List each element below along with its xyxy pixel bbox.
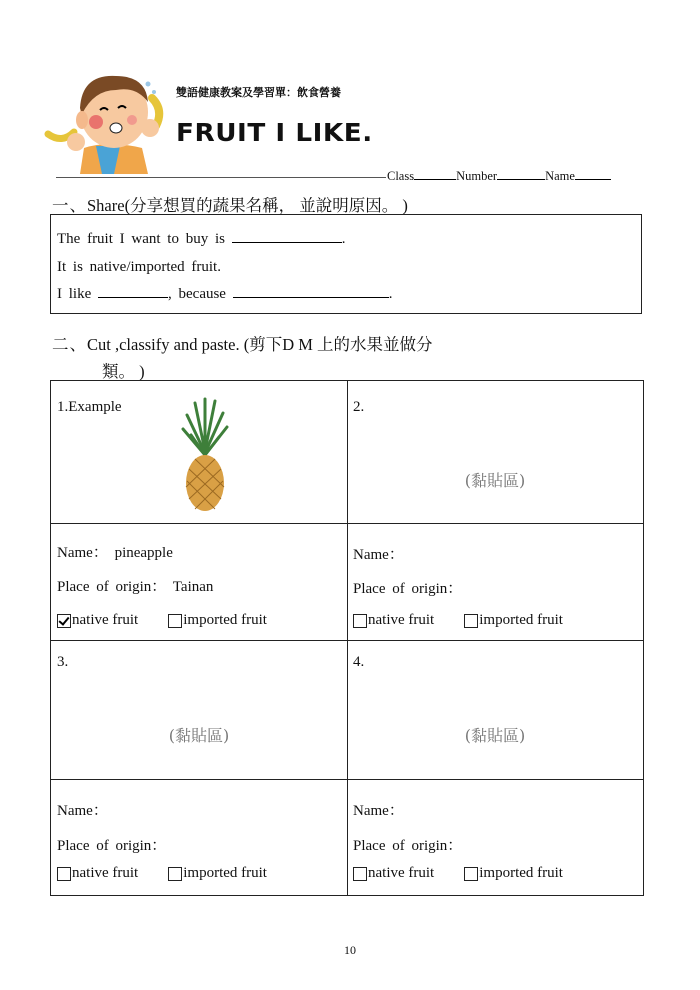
cell-3-title: 3. <box>57 654 69 670</box>
paste-cell-2[interactable] <box>347 381 643 523</box>
header-divider <box>56 177 386 178</box>
section2-number: 二、 <box>52 335 87 354</box>
student-info-row <box>387 169 611 184</box>
name-line[interactable]: Name： <box>353 803 404 819</box>
fruit-type-options: native fruit imported fruit <box>353 612 563 629</box>
worksheet-title: FRUIT I LIKE. <box>176 118 373 147</box>
number-blank[interactable] <box>497 179 545 180</box>
section2-heading-cont: 類。 ) <box>102 362 145 381</box>
paste-area-label: (黏貼區) <box>464 471 526 490</box>
name-line: Name： pineapple <box>57 545 173 561</box>
name-line[interactable]: Name： <box>353 547 404 563</box>
share-line-1: The fruit I want to buy is . <box>57 231 346 247</box>
section1-title: Share(分享想買的蔬果名稱， 並說明原因。 ) <box>87 196 408 215</box>
imported-checkbox[interactable] <box>464 614 478 628</box>
class-label: Class <box>387 169 415 183</box>
page-number: 10 <box>344 943 356 957</box>
native-checkbox[interactable] <box>353 867 367 881</box>
fruit-blank[interactable] <box>232 242 342 243</box>
paste-area-label: (黏貼區) <box>168 726 230 745</box>
share-line-3: I like , because . <box>57 286 393 302</box>
info-cell-2 <box>347 523 643 640</box>
cell-1-title: 1.Example <box>57 399 122 415</box>
paste-area-label: (黏貼區) <box>464 726 526 745</box>
paste-cell-1 <box>51 381 347 523</box>
reason-blank[interactable] <box>233 297 389 298</box>
number-label: Number <box>456 169 498 183</box>
native-checkbox[interactable] <box>57 867 71 881</box>
name-blank[interactable] <box>575 179 611 180</box>
info-cell-4 <box>347 779 643 897</box>
worksheet-subtitle: 雙語健康教案及學習單：飲食營養 <box>176 86 341 99</box>
section1-heading <box>52 192 408 216</box>
cell-2-title: 2. <box>353 399 365 415</box>
section2-heading <box>52 331 433 355</box>
share-box <box>50 214 642 314</box>
paste-cell-4[interactable] <box>347 640 643 779</box>
section2-title: Cut ,classify and paste. (剪下D M 上的水果並做分 <box>87 335 433 354</box>
fruit-type-options: native fruit imported fruit <box>353 865 563 882</box>
like-blank[interactable] <box>98 297 168 298</box>
info-cell-1 <box>51 523 347 640</box>
class-blank[interactable] <box>414 179 456 180</box>
section1-number: 一、 <box>52 196 87 215</box>
origin-value: Tainan <box>172 579 214 595</box>
pineapple-image <box>181 395 229 513</box>
origin-line: Place of origin： Tainan <box>57 579 214 595</box>
fruit-type-options: native fruit imported fruit <box>57 612 267 629</box>
native-checkbox[interactable] <box>57 614 71 628</box>
info-cell-3 <box>51 779 347 897</box>
native-checkbox[interactable] <box>353 614 367 628</box>
origin-line[interactable]: Place of origin： <box>353 581 463 597</box>
fruit-classification-grid <box>50 380 644 896</box>
cell-4-title: 4. <box>353 654 365 670</box>
origin-line[interactable]: Place of origin： <box>353 838 463 854</box>
fruit-name-value: pineapple <box>114 545 173 561</box>
boy-eating-banana-illustration <box>44 70 172 174</box>
imported-checkbox[interactable] <box>464 867 478 881</box>
name-label: Name <box>545 169 575 183</box>
imported-checkbox[interactable] <box>168 614 182 628</box>
share-line-2: It is native/imported fruit. <box>57 259 221 275</box>
paste-cell-3[interactable] <box>51 640 347 779</box>
origin-line[interactable]: Place of origin： <box>57 838 167 854</box>
fruit-type-options: native fruit imported fruit <box>57 865 267 882</box>
imported-checkbox[interactable] <box>168 867 182 881</box>
name-line[interactable]: Name： <box>57 803 108 819</box>
